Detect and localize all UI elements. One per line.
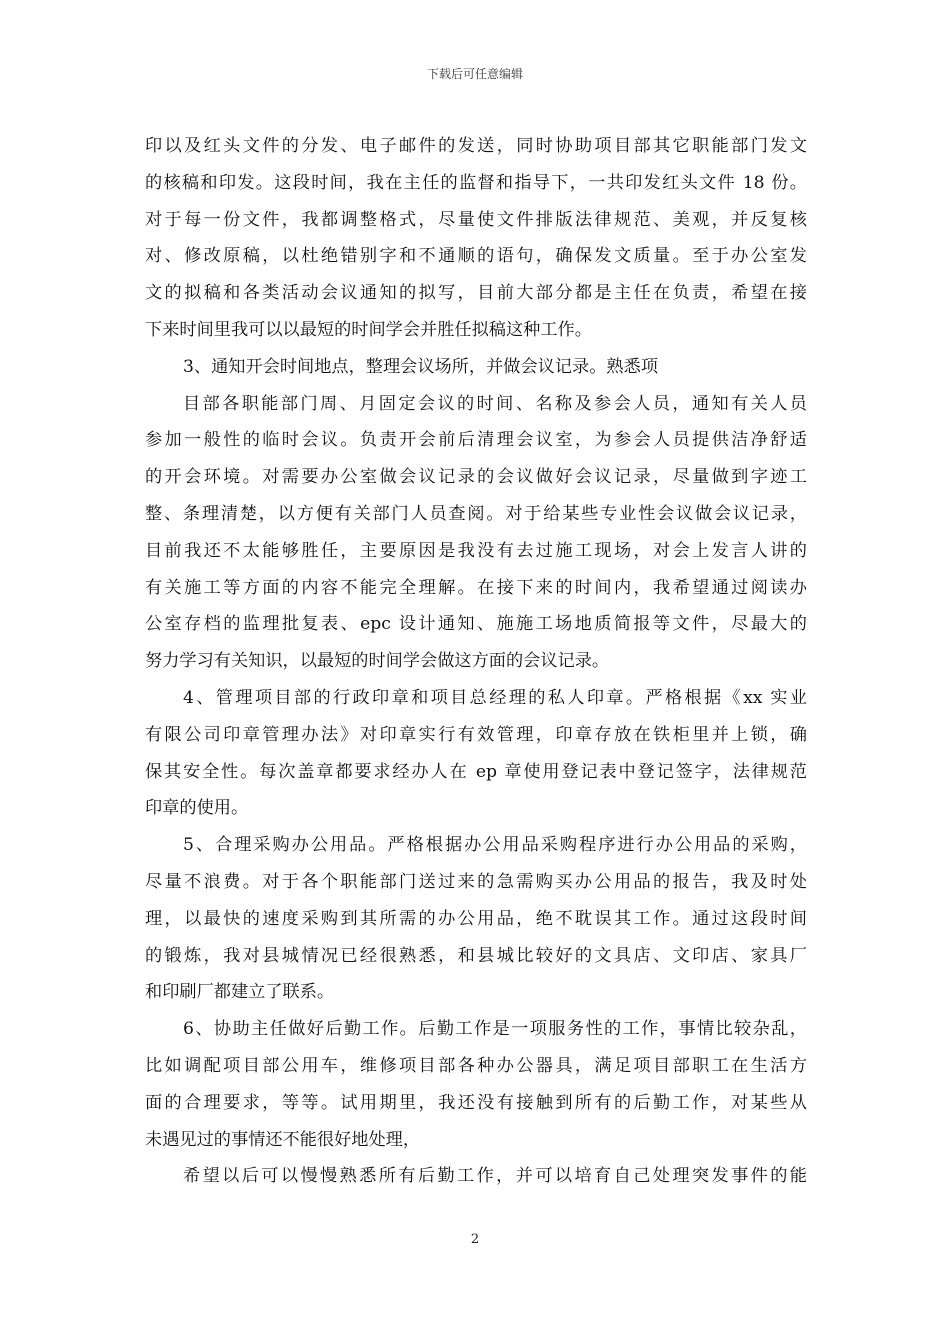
text-line: 对于每一份文件，我都调整格式，尽量使文件排版法律规范、美观，并反复核: [145, 209, 807, 230]
text-line: 的核稿和印发。这段时间，我在主任的监督和指导下，一共印发红头文件 18 份。: [145, 172, 807, 193]
text-line: 6、协助主任做好后勤工作。后勤工作是一项服务性的工作，事情比较杂乱，: [183, 1019, 807, 1040]
page-header: 下载后可任意编辑: [426, 67, 523, 81]
text-line: 参加一般性的临时会议。负责开会前后清理会议室，为参会人员提供洁净舒适: [145, 430, 807, 451]
text-line: 面的合理要求，等等。试用期里，我还没有接触到所有的后勤工作，对某些从: [145, 1092, 807, 1113]
text-line: 5、合理采购办公用品。严格根据办公用品采购程序进行办公用品的采购，: [183, 835, 807, 856]
text-line: 尽量不浪费。对于各个职能部门送过来的急需购买办公用品的报告，我及时处: [145, 871, 807, 892]
document-body: [145, 128, 807, 1195]
text-line: 有限公司印章管理办法》对印章实行有效管理，印章存放在铁柜里并上锁，确: [145, 724, 807, 745]
text-line: 保其安全性。每次盖章都要求经办人在 ep 章使用登记表中登记签字，法律规范: [145, 761, 807, 782]
text-line: 目部各职能部门周、月固定会议的时间、名称及参会人员，通知有关人员: [183, 393, 807, 414]
text-line: 对、修改原稿，以杜绝错别字和不通顺的语句，确保发文质量。至于办公室发: [145, 246, 807, 267]
text-line: 印以及红头文件的分发、电子邮件的发送，同时协助项目部其它职能部门发文: [145, 136, 807, 156]
text-line: 有关施工等方面的内容不能完全理解。在接下来的时间内，我希望通过阅读办: [145, 577, 807, 598]
text-line: 努力学习有关知识，以最短的时间学会做这方面的会议记录。: [145, 651, 610, 672]
text-line: 的开会环境。对需要办公室做会议记录的会议做好会议记录，尽量做到字迹工: [145, 467, 807, 488]
text-line: 目前我还不太能够胜任，主要原因是我没有去过施工现场，对会上发言人讲的: [145, 540, 807, 561]
text-line: 和印刷厂都建立了联系。: [145, 982, 335, 1003]
text-line: 印章的使用。: [145, 798, 249, 819]
text-line: 理，以最快的速度采购到其所需的办公用品，绝不耽误其工作。通过这段时间: [145, 908, 807, 929]
text-line: 公室存档的监理批复表、epc 设计通知、施施工场地质简报等文件，尽最大的: [145, 614, 807, 635]
page-number: 2: [470, 1232, 480, 1247]
text-line: 比如调配项目部公用车，维修项目部各种办公器具，满足项目部职工在生活方: [145, 1055, 807, 1076]
text-line: 下来时间里我可以以最短的时间学会并胜任拟稿这种工作。: [145, 319, 592, 340]
text-line: 4、管理项目部的行政印章和项目总经理的私人印章。严格根据《xx 实业: [183, 687, 807, 708]
text-line: 3、通知开会时间地点，整理会议场所，并做会议记录。熟悉项: [183, 356, 659, 377]
text-line: 希望以后可以慢慢熟悉所有后勤工作，并可以培育自己处理突发事件的能: [183, 1166, 807, 1187]
text-line: 整、条理清楚，以方便有关部门人员查阅。对于给某些专业性会议做会议记录，: [145, 503, 807, 524]
text-line: 的锻炼，我对县城情况已经很熟悉，和县城比较好的文具店、文印店、家具厂: [145, 945, 807, 966]
text-line: 未遇见过的事情还不能很好地处理，: [145, 1129, 421, 1150]
text-line: 文的拟稿和各类活动会议通知的拟写，目前大部分都是主任在负责，希望在接: [145, 283, 807, 304]
